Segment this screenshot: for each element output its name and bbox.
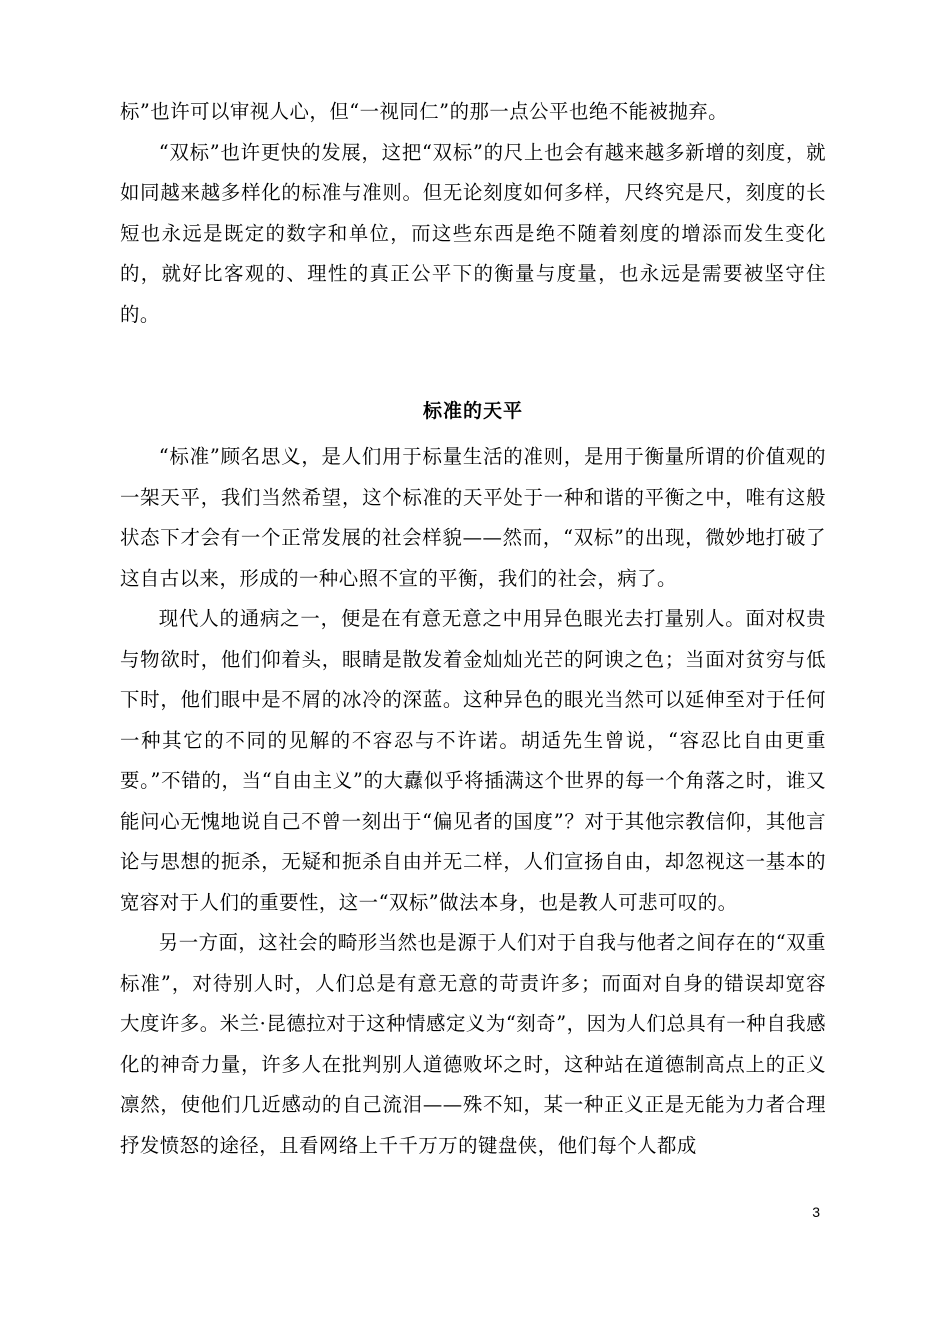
paragraph-double-standard-scale: “双标”也许更快的发展，这把“双标”的尺上也会有越来越多新增的刻度，就如同越来越多样化的标准与准则。但无论刻度如何多样，尺终究是尺，刻度的长短也永远是既定的数字和单位，而这些东西是绝不随着刻度的增添而发生变化的，就好比客观的、理性的真正公平下的衡量与度量，也永远是需要被坚守住的。 [120, 140, 826, 326]
paragraph-continuation: 标”也许可以审视人心，但“一视同仁”的那一点公平也绝不能被抛弃。 [120, 100, 729, 123]
paragraph-standard-definition: “标准”顾名思义，是人们用于标量生活的准则，是用于衡量所谓的价值观的一架天平，我们当然希望，这个标准的天平处于一种和谐的平衡之中，唯有这般状态下才会有一个正常发展的社会样貌——然而，“双标”的出现，微妙地打破了这自古以来，形成的一种心照不宣的平衡，我们的社会，病了。 [120, 445, 826, 590]
document-body [120, 92, 826, 1166]
paragraph-modern-illness: 现代人的通病之一，便是在有意无意之中用异色眼光去打量别人。面对权贵与物欲时，他们仰着头，眼睛是散发着金灿灿光芒的阿谀之色；当面对贫穷与低下时，他们眼中是不屑的冰冷的深蓝。这种异色的眼光当然可以延伸至对于任何一种其它的不同的见解的不容忍与不许诺。胡适先生曾说，“容忍比自由更重要。”不错的，当“自由主义”的大纛似乎将插满这个世界的每一个角落之时，谁又能问心无愧地说自己不曾一刻出于“偏见者的国度”？对于其他宗教信仰，其他言论与思想的扼杀，无疑和扼杀自由并无二样，人们宣扬自由，却忽视这一基本的宽容对于人们的重要性，这一“双标”做法本身，也是教人可悲可叹的。 [120, 607, 826, 914]
paragraph-self-and-others: 另一方面，这社会的畸形当然也是源于人们对于自我与他者之间存在的“双重标准”，对待别人时，人们总是有意无意的苛责许多；而面对自身的错误却宽容大度许多。米兰·昆德拉对于这种情感定义为“刻奇”，因为人们总具有一种自我感化的神奇力量，许多人在批判别人道德败坏之时，这种站在道德制高点上的正义凛然，使他们几近感动的自己流泪——殊不知，某一种正义正是无能为力者合理抒发愤怒的途径，且看网络上千千万万的键盘侠，他们每个人都成 [120, 931, 826, 1157]
page-number: 3 [812, 1204, 820, 1220]
section-heading: 标准的天平 [422, 400, 523, 422]
